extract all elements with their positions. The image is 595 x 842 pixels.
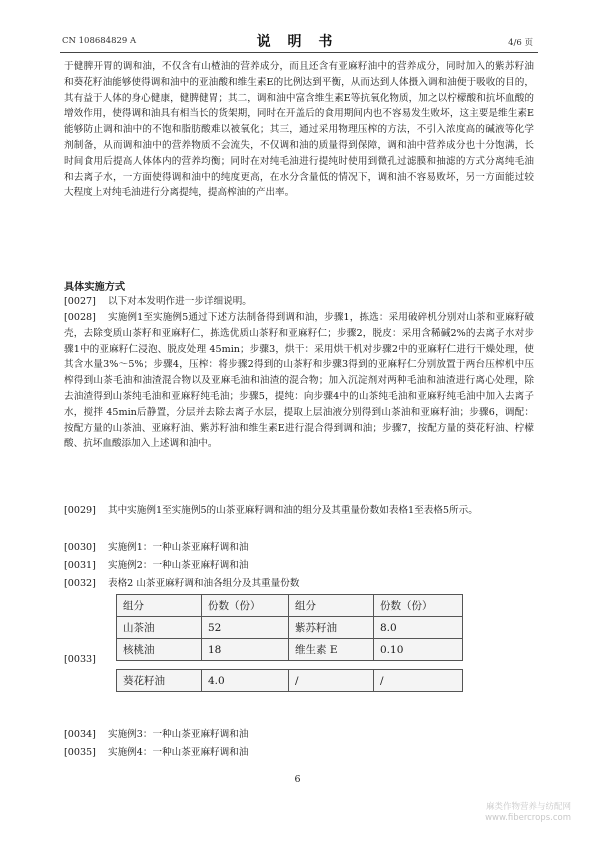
watermark	[485, 802, 571, 824]
table-header-cell: 组分	[289, 595, 374, 617]
table-header-cell: 份数（份）	[202, 595, 289, 617]
table-header-cell: 份数（份）	[374, 595, 463, 617]
table-header-cell: 组分	[117, 595, 202, 617]
para-number-0027: [0027]	[64, 296, 96, 307]
para-number-0035: [0035]	[64, 747, 96, 758]
para-text-0027: 以下对本发明作进一步详细说明。	[108, 296, 252, 307]
table-cell: /	[374, 670, 463, 692]
header-rule	[60, 52, 538, 53]
table-cell: 18	[202, 639, 289, 661]
para-text-0034: 实施例3：一种山茶亚麻籽调和油	[108, 729, 249, 740]
composition-table	[116, 594, 463, 692]
table-cell: 52	[202, 617, 289, 639]
para-text-0030: 实施例1：一种山茶亚麻籽调和油	[108, 542, 249, 553]
document-title: 说 明 书	[256, 34, 339, 50]
table-cell: 山茶油	[117, 617, 202, 639]
watermark-line2: www.fibercrops.com	[485, 813, 571, 823]
watermark-line1: 麻类作物营养与纺配网	[485, 802, 571, 812]
table-row	[117, 670, 463, 692]
para-number-0034: [0034]	[64, 729, 96, 740]
para-number-0028: [0028]	[64, 312, 96, 323]
table-cell: /	[289, 670, 374, 692]
para-text-0035: 实施例4：一种山茶亚麻籽调和油	[108, 747, 249, 758]
para-text-0028: 实施例1至实施例5通过下述方法制备得到调和油，步骤1，拣选：采用破碎机分别对山茶和亚麻籽破壳，去除变质山茶籽和亚麻籽仁，拣选优质山茶籽和亚麻籽仁；步骤2，脱皮：采用含稀碱2%的去离子水对步骤1中的亚麻籽仁浸泡、脱皮处理 45min；步骤3，烘干：采用烘干机对步骤2中的亚麻籽仁进行干燥处理，使其含水量3%～5%；步骤4，压榨：将步骤2得到的山茶籽和步骤3得到的亚麻籽仁分别放置于两台压榨机中压榨得到山茶毛油和油渣混合物以及亚麻毛油和油渣的混合物；加入沉淀剂对两种毛油和油渣进行离心处理，除去油渣得到山茶纯毛油和亚麻籽纯毛油；步骤5，提纯：向步骤4中的山茶纯毛油和亚麻籽纯毛油中加入去离子水，搅拌 45min后静置，分层并去除去离子水层，提取上层油液分别得到山茶油和亚麻籽油；步骤6，调配：按配方量的山茶油、亚麻籽油、紫苏籽油和维生素E进行混合得到调和油；步骤7，按配方量的葵花籽油、柠檬酸、抗坏血酸添加入上述调和油中。	[64, 312, 534, 450]
para-number-0031: [0031]	[64, 560, 96, 571]
page-number: 6	[294, 774, 301, 785]
table-row	[117, 617, 463, 639]
table-cell: 8.0	[374, 617, 463, 639]
para-number-0029: [0029]	[64, 505, 96, 516]
table-row	[117, 639, 463, 661]
intro-paragraph: 于健脾开胃的调和油，不仅含有山楂油的营养成分，而且还含有亚麻籽油中的营养成分，同时加入的紫苏籽油和葵花籽油能够使得调和油中的亚油酸和维生素E的比例达到平衡，从而达到人体摄入调和油便于吸收的目的，其有益于人体的身心健康，健脾健胃；其二，调和油中富含维生素E等抗氧化物质，加之以柠檬酸和抗坏血酸的增效作用，使得调和油具有相当长的货架期，同时在开盖后的食用期间内也不容易发生败坏，这主要是维生素E能够防止调和油中的不饱和脂肪酸难以被氧化；其三，通过采用物理压榨的方法，不引入浓度高的碱液等化学剂制备，从而调和油中的营养物质不会流失，不仅调和油的质量得到保障，调和油中营养成分也十分饱满，长时间食用后提高人体体内的营养均衡；同时在对纯毛油进行提纯时使用到微孔过滤膜和抽滤的方式分离纯毛油和去离子水，一方面使得调和油中的纯度更高，在水分含量低的情况下，调和油不容易败坏，另一方面能过较大程度上对纯毛油进行分离提纯，提高榨油的产出率。	[64, 61, 534, 199]
para-number-0032: [0032]	[64, 578, 96, 589]
table-cell: 4.0	[202, 670, 289, 692]
table-gap	[117, 661, 463, 670]
table-caption: 表格2 山茶亚麻籽调和油各组分及其重量份数	[108, 578, 300, 589]
table-cell: 紫苏籽油	[289, 617, 374, 639]
table-header-row	[117, 595, 463, 617]
para-text-0031: 实施例2：一种山茶亚麻籽调和油	[108, 560, 249, 571]
table-cell: 葵花籽油	[117, 670, 202, 692]
table-cell: 核桃油	[117, 639, 202, 661]
para-text-0029: 其中实施例1至实施例5的山茶亚麻籽调和油的组分及其重量份数如表格1至表格5所示。	[108, 505, 478, 516]
table-cell: 0.10	[374, 639, 463, 661]
section-title: 具体实施方式	[64, 281, 126, 293]
table-cell: 维生素 E	[289, 639, 374, 661]
patent-number: CN 108684829 A	[62, 36, 137, 46]
para-number-0030: [0030]	[64, 542, 96, 553]
page-indicator: 4/6 页	[508, 38, 533, 48]
para-number-0033: [0033]	[64, 654, 96, 665]
